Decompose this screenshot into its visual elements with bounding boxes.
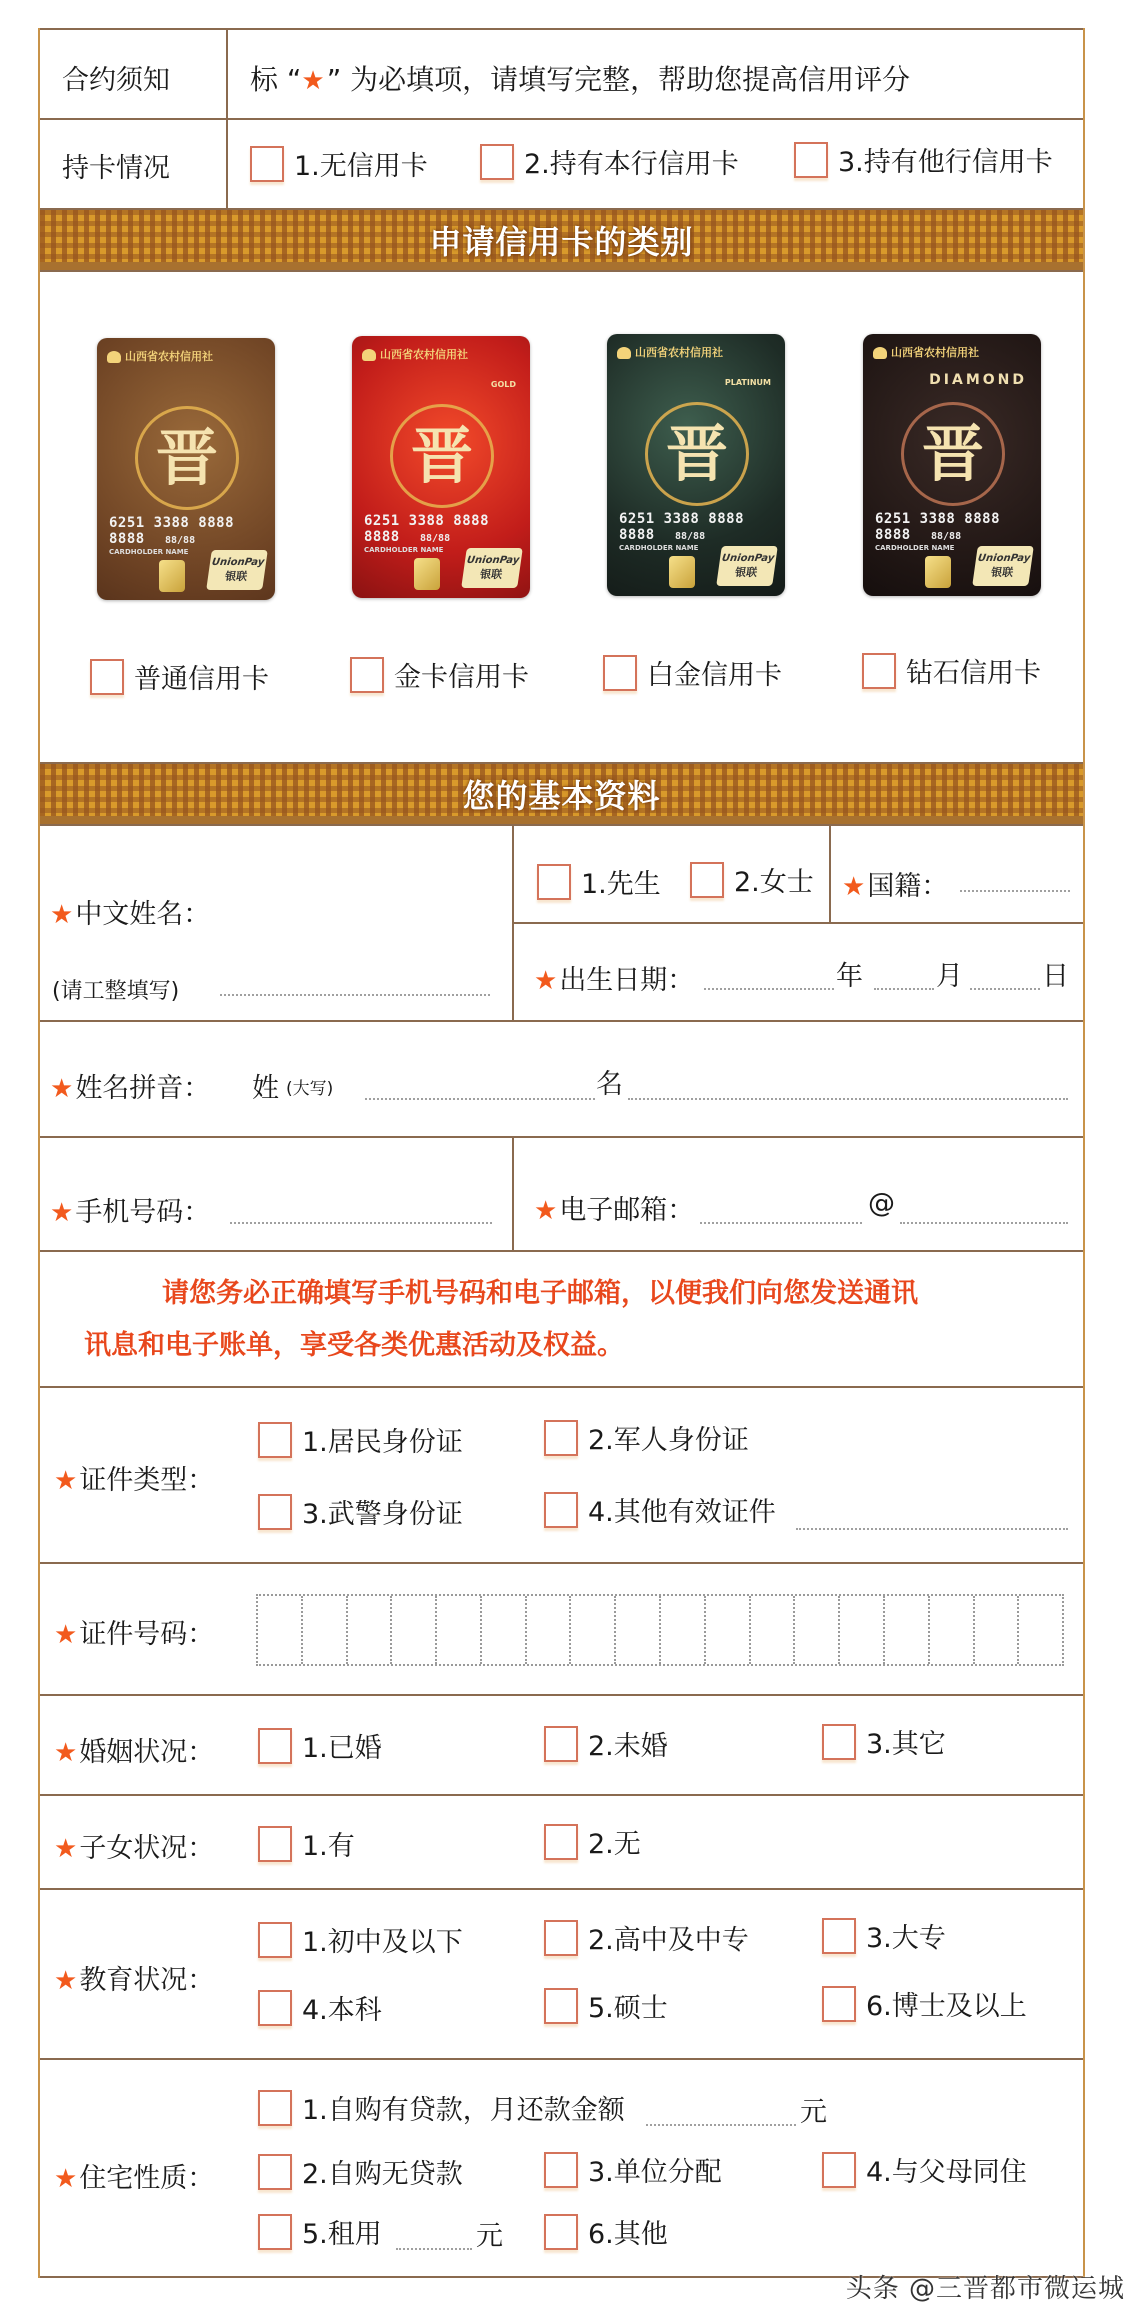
card-image-standard [97,338,275,600]
id-digit-cell[interactable] [616,1596,661,1664]
required-star-icon: ★ [54,1620,78,1650]
option-doctorate[interactable]: 6.博士及以上 [822,1984,1027,2023]
id-digit-cell[interactable] [751,1596,796,1664]
checkbox[interactable] [544,1988,578,2024]
emblem-icon: 晋 [390,404,494,508]
id-digit-cell[interactable] [348,1596,393,1664]
emblem-icon: 晋 [901,402,1005,506]
currency-yuan: 元 [476,2221,503,2252]
option-military-id[interactable]: 2.军人身份证 [544,1418,749,1457]
pinyin-row [40,1022,1083,1138]
children-label: ★子女状况： [54,1833,215,1864]
unionpay-logo-icon: UnionPay 银联 [461,548,523,588]
checkbox[interactable] [544,2214,578,2250]
given-name-label: 名 [596,1069,623,1100]
id-digit-cell[interactable] [258,1596,303,1664]
credit-card-application-form [38,28,1085,2278]
section-title: 申请信用卡的类别 [429,223,694,261]
id-digit-cell[interactable] [661,1596,706,1664]
checkbox[interactable] [603,655,637,691]
option-junior-high[interactable]: 1.初中及以下 [258,1920,463,1959]
option-own-bank-card[interactable]: 2.持有本行信用卡 [480,142,739,181]
email-domain-input[interactable] [900,1222,1068,1224]
required-star-icon: ★ [534,966,558,996]
birth-year-input[interactable] [704,988,834,990]
card-expiry: 88/88 [420,533,451,544]
chip-icon [414,558,440,590]
option-owned-no-loan[interactable]: 2.自购无贷款 [258,2152,463,2191]
option-with-parents[interactable]: 4.与父母同住 [822,2150,1027,2189]
checkbox[interactable] [822,2152,856,2188]
education-row [40,1890,1083,2060]
checkbox[interactable] [258,1494,292,1530]
card-holding-row [40,120,1083,208]
checkbox[interactable] [822,1918,856,1954]
birth-day-input[interactable] [970,988,1040,990]
checkbox[interactable] [544,1824,578,1860]
chinese-name-label: ★中文姓名： [50,899,211,930]
id-digit-cell[interactable] [527,1596,572,1664]
issuer-name: 山西省农村信用社 [617,344,723,360]
option-has-children[interactable]: 1.有 [258,1824,355,1863]
card-number: 6251 3388 8888 8888 [619,511,745,543]
marital-label: ★婚姻状况： [54,1737,215,1768]
marital-row [40,1696,1083,1796]
emblem-icon: 晋 [645,402,749,506]
card-holder: CARDHOLDER NAME [109,548,189,556]
card-expiry: 88/88 [165,535,196,546]
card-image-gold [352,336,530,598]
section-banner-basic-info [40,762,1083,826]
id-type-row [40,1388,1083,1564]
card-tier: PLATINUM [724,378,771,387]
issuer-name: 山西省农村信用社 [362,346,468,362]
id-digit-cell[interactable] [930,1596,975,1664]
option-gold-card[interactable]: 金卡信用卡 [350,655,529,694]
housing-row [40,2060,1083,2278]
id-digit-cell[interactable] [706,1596,751,1664]
checkbox[interactable] [258,1826,292,1862]
option-mr[interactable]: 1.先生 [537,862,661,901]
id-digit-cell[interactable] [571,1596,616,1664]
surname-label: 姓 [252,1073,279,1104]
option-rented[interactable]: 5.租用 [258,2212,382,2251]
id-digit-cell[interactable] [885,1596,930,1664]
id-digit-cell[interactable] [975,1596,1020,1664]
watermark: 头条 @三晋都市微运城 [845,2274,1125,2304]
option-other-bank-card[interactable]: 3.持有他行信用卡 [794,140,1053,179]
section-title: 您的基本资料 [462,777,661,815]
checkbox[interactable] [544,2152,578,2188]
checkbox[interactable] [258,1990,292,2026]
card-holder: CARDHOLDER NAME [619,544,699,552]
card-expiry: 88/88 [675,531,706,542]
emblem-icon: 晋 [135,406,239,510]
birth-month-input[interactable] [874,988,934,990]
option-owned-with-loan[interactable]: 1.自购有贷款，月还款金额 [258,2088,625,2127]
other-id-input[interactable] [796,1528,1068,1530]
day-label: 日 [1042,961,1069,992]
children-row [40,1796,1083,1890]
birthdate-label: ★出生日期： [534,965,695,996]
checkbox[interactable] [544,1920,578,1956]
nationality-input[interactable] [960,890,1070,892]
chip-icon [159,560,185,592]
issuer-logo-icon [617,347,631,359]
required-star-icon: ★ [54,2164,78,2194]
month-label: 月 [936,961,963,992]
contact-note: 请您务必正确填写手机号码和电子邮箱，以便我们向您发送通讯 讯息和电子账单，享受各类优惠活动及权益。 [84,1278,918,1361]
id-digit-cell[interactable] [1019,1596,1062,1664]
option-other-id[interactable]: 4.其他有效证件 [544,1490,776,1529]
checkbox[interactable] [822,1724,856,1760]
checkbox[interactable] [862,653,896,689]
chinese-name-hint: (请工整填写) [52,979,180,1004]
nationality-label: ★国籍： [842,871,949,902]
card-holding-label: 持卡情况 [62,153,170,184]
divider [226,120,228,208]
id-digit-cell[interactable] [303,1596,348,1664]
required-star-icon: ★ [301,66,325,96]
name-gender-birth-row [40,826,1083,1022]
option-employer-assigned[interactable]: 3.单位分配 [544,2150,722,2189]
card-tier: DIAMOND [929,372,1027,388]
id-digit-cell[interactable] [392,1596,437,1664]
issuer-name: 山西省农村信用社 [873,344,979,360]
checkbox[interactable] [822,1986,856,2022]
year-label: 年 [836,961,863,992]
notice-label: 合约须知 [62,65,170,96]
option-standard-card[interactable]: 普通信用卡 [90,657,269,696]
option-unmarried[interactable]: 2.未婚 [544,1724,668,1763]
issuer-logo-icon [362,349,376,361]
divider [226,30,228,118]
card-expiry: 88/88 [931,531,962,542]
checkbox[interactable] [794,142,828,178]
notice-text: 标 “★” 为必填项，请填写完整，帮助您提高信用评分 [250,63,911,96]
id-digit-cell[interactable] [840,1596,885,1664]
required-star-icon: ★ [54,1466,78,1496]
contact-note-row [40,1252,1083,1388]
checkbox[interactable] [258,1422,292,1458]
uppercase-hint: (大写) [286,1079,334,1099]
email-user-input[interactable] [700,1222,862,1224]
mobile-label: ★手机号码： [50,1197,211,1228]
mobile-input[interactable] [230,1222,492,1224]
unionpay-logo-icon: UnionPay 银联 [716,546,778,586]
id-digit-cell[interactable] [437,1596,482,1664]
option-other-housing[interactable]: 6.其他 [544,2212,668,2251]
id-digit-cell[interactable] [482,1596,527,1664]
id-number-input[interactable] [256,1594,1064,1666]
required-star-icon: ★ [50,1074,74,1104]
divider [512,1138,514,1250]
checkbox[interactable] [544,1492,578,1528]
notice-row [40,28,1083,120]
card-type-selection [40,272,1083,762]
option-no-children[interactable]: 2.无 [544,1822,641,1861]
id-number-row [40,1564,1083,1696]
id-digit-cell[interactable] [795,1596,840,1664]
currency-yuan: 元 [800,2097,827,2128]
checkbox[interactable] [690,862,724,898]
divider [829,826,831,922]
card-holder: CARDHOLDER NAME [875,544,955,552]
given-name-input[interactable] [628,1098,1068,1100]
required-star-icon: ★ [50,1198,74,1228]
checkbox[interactable] [537,864,571,900]
option-ms[interactable]: 2.女士 [690,860,814,899]
checkbox[interactable] [258,2154,292,2190]
unionpay-logo-icon: UnionPay 银联 [972,546,1034,586]
card-number: 6251 3388 8888 8888 [875,511,1001,543]
surname-input[interactable] [365,1098,595,1100]
required-star-icon: ★ [534,1196,558,1226]
monthly-payment-input[interactable] [646,2124,796,2126]
divider [512,922,1083,924]
option-armed-police-id[interactable]: 3.武警身份证 [258,1492,463,1531]
checkbox[interactable] [250,146,284,182]
mobile-email-row [40,1138,1083,1252]
required-star-icon: ★ [54,1834,78,1864]
checkbox[interactable] [90,659,124,695]
required-star-icon: ★ [54,1738,78,1768]
at-sign: @ [868,1188,895,1219]
card-image-diamond [863,334,1041,596]
checkbox[interactable] [258,2214,292,2250]
education-label: ★教育状况： [54,1965,215,1996]
option-other-marital[interactable]: 3.其它 [822,1722,946,1761]
issuer-logo-icon [873,347,887,359]
rent-amount-input[interactable] [396,2248,472,2250]
required-star-icon: ★ [50,900,74,930]
card-number: 6251 3388 8888 8888 [109,515,235,547]
required-star-icon: ★ [54,1966,78,1996]
issuer-name: 山西省农村信用社 [107,348,213,364]
chinese-name-input[interactable] [220,994,490,996]
option-diamond-card[interactable]: 钻石信用卡 [862,651,1041,690]
card-image-platinum [607,334,785,596]
email-label: ★电子邮箱： [534,1195,695,1226]
checkbox[interactable] [258,2090,292,2126]
option-platinum-card[interactable]: 白金信用卡 [603,653,782,692]
section-banner-card-type [40,208,1083,272]
option-married[interactable]: 1.已婚 [258,1726,382,1765]
checkbox[interactable] [544,1420,578,1456]
required-star-icon: ★ [842,872,866,902]
id-number-label: ★证件号码： [54,1619,215,1650]
card-holder: CARDHOLDER NAME [364,546,444,554]
checkbox[interactable] [258,1922,292,1958]
chip-icon [925,556,951,588]
pinyin-label: ★姓名拼音： [50,1073,211,1104]
issuer-logo-icon [107,351,121,363]
housing-label: ★住宅性质： [54,2163,215,2194]
card-tier: GOLD [490,380,516,389]
chip-icon [669,556,695,588]
option-resident-id[interactable]: 1.居民身份证 [258,1420,463,1459]
option-college[interactable]: 3.大专 [822,1916,946,1955]
option-no-card[interactable]: 1.无信用卡 [250,144,428,183]
option-bachelor[interactable]: 4.本科 [258,1988,382,2027]
option-high-school[interactable]: 2.高中及中专 [544,1918,749,1957]
card-number: 6251 3388 8888 8888 [364,513,490,545]
checkbox[interactable] [480,144,514,180]
checkbox[interactable] [544,1726,578,1762]
checkbox[interactable] [258,1728,292,1764]
option-master[interactable]: 5.硕士 [544,1986,668,2025]
checkbox[interactable] [350,657,384,693]
id-type-label: ★证件类型： [54,1465,215,1496]
unionpay-logo-icon: UnionPay 银联 [206,550,268,590]
